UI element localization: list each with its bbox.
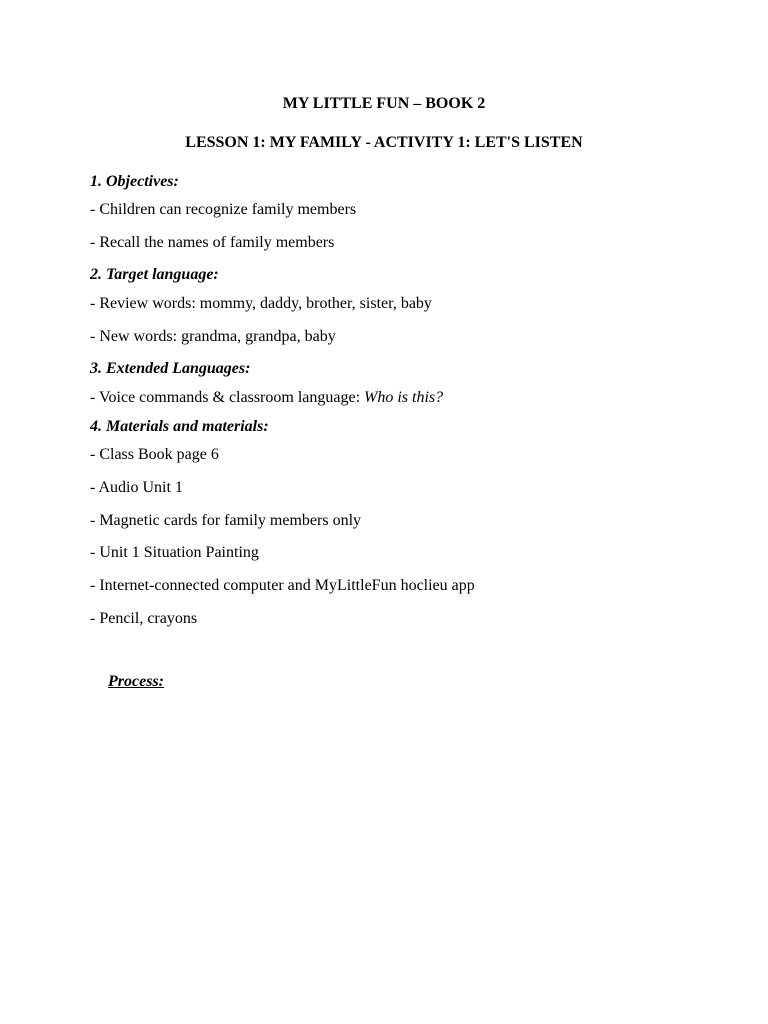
classroom-question: Who is this? (364, 389, 444, 406)
extended-languages-item (90, 388, 443, 408)
material-item: - Magnetic cards for family members only (90, 512, 362, 529)
material-item: - Audio Unit 1 (90, 479, 183, 496)
target-language-item: - New words: grandma, grandpa, baby (90, 328, 336, 345)
materials-heading: 4. Materials and materials: (90, 418, 269, 435)
material-item: - Pencil, crayons (90, 610, 198, 627)
lesson-subtitle: LESSON 1: MY FAMILY - ACTIVITY 1: LET'S LISTEN (185, 134, 583, 151)
target-language-item: - Review words: mommy, daddy, brother, sister, baby (90, 295, 432, 312)
objective-item: - Recall the names of family members (90, 234, 335, 251)
material-item: - Class Book page 6 (90, 446, 219, 463)
process-heading: Process: (108, 673, 164, 690)
document-title: MY LITTLE FUN – BOOK 2 (282, 95, 486, 112)
extended-languages-heading: 3. Extended Languages: (90, 360, 251, 377)
material-item: - Internet-connected computer and MyLittleFun hoclieu app (90, 577, 475, 594)
target-language-heading: 2. Target language: (90, 266, 219, 283)
objective-item: - Children can recognize family members (90, 201, 357, 218)
extended-languages-text: - Voice commands & classroom language: (90, 389, 365, 406)
material-item: - Unit 1 Situation Painting (90, 544, 259, 561)
objectives-heading: 1. Objectives: (90, 173, 179, 190)
